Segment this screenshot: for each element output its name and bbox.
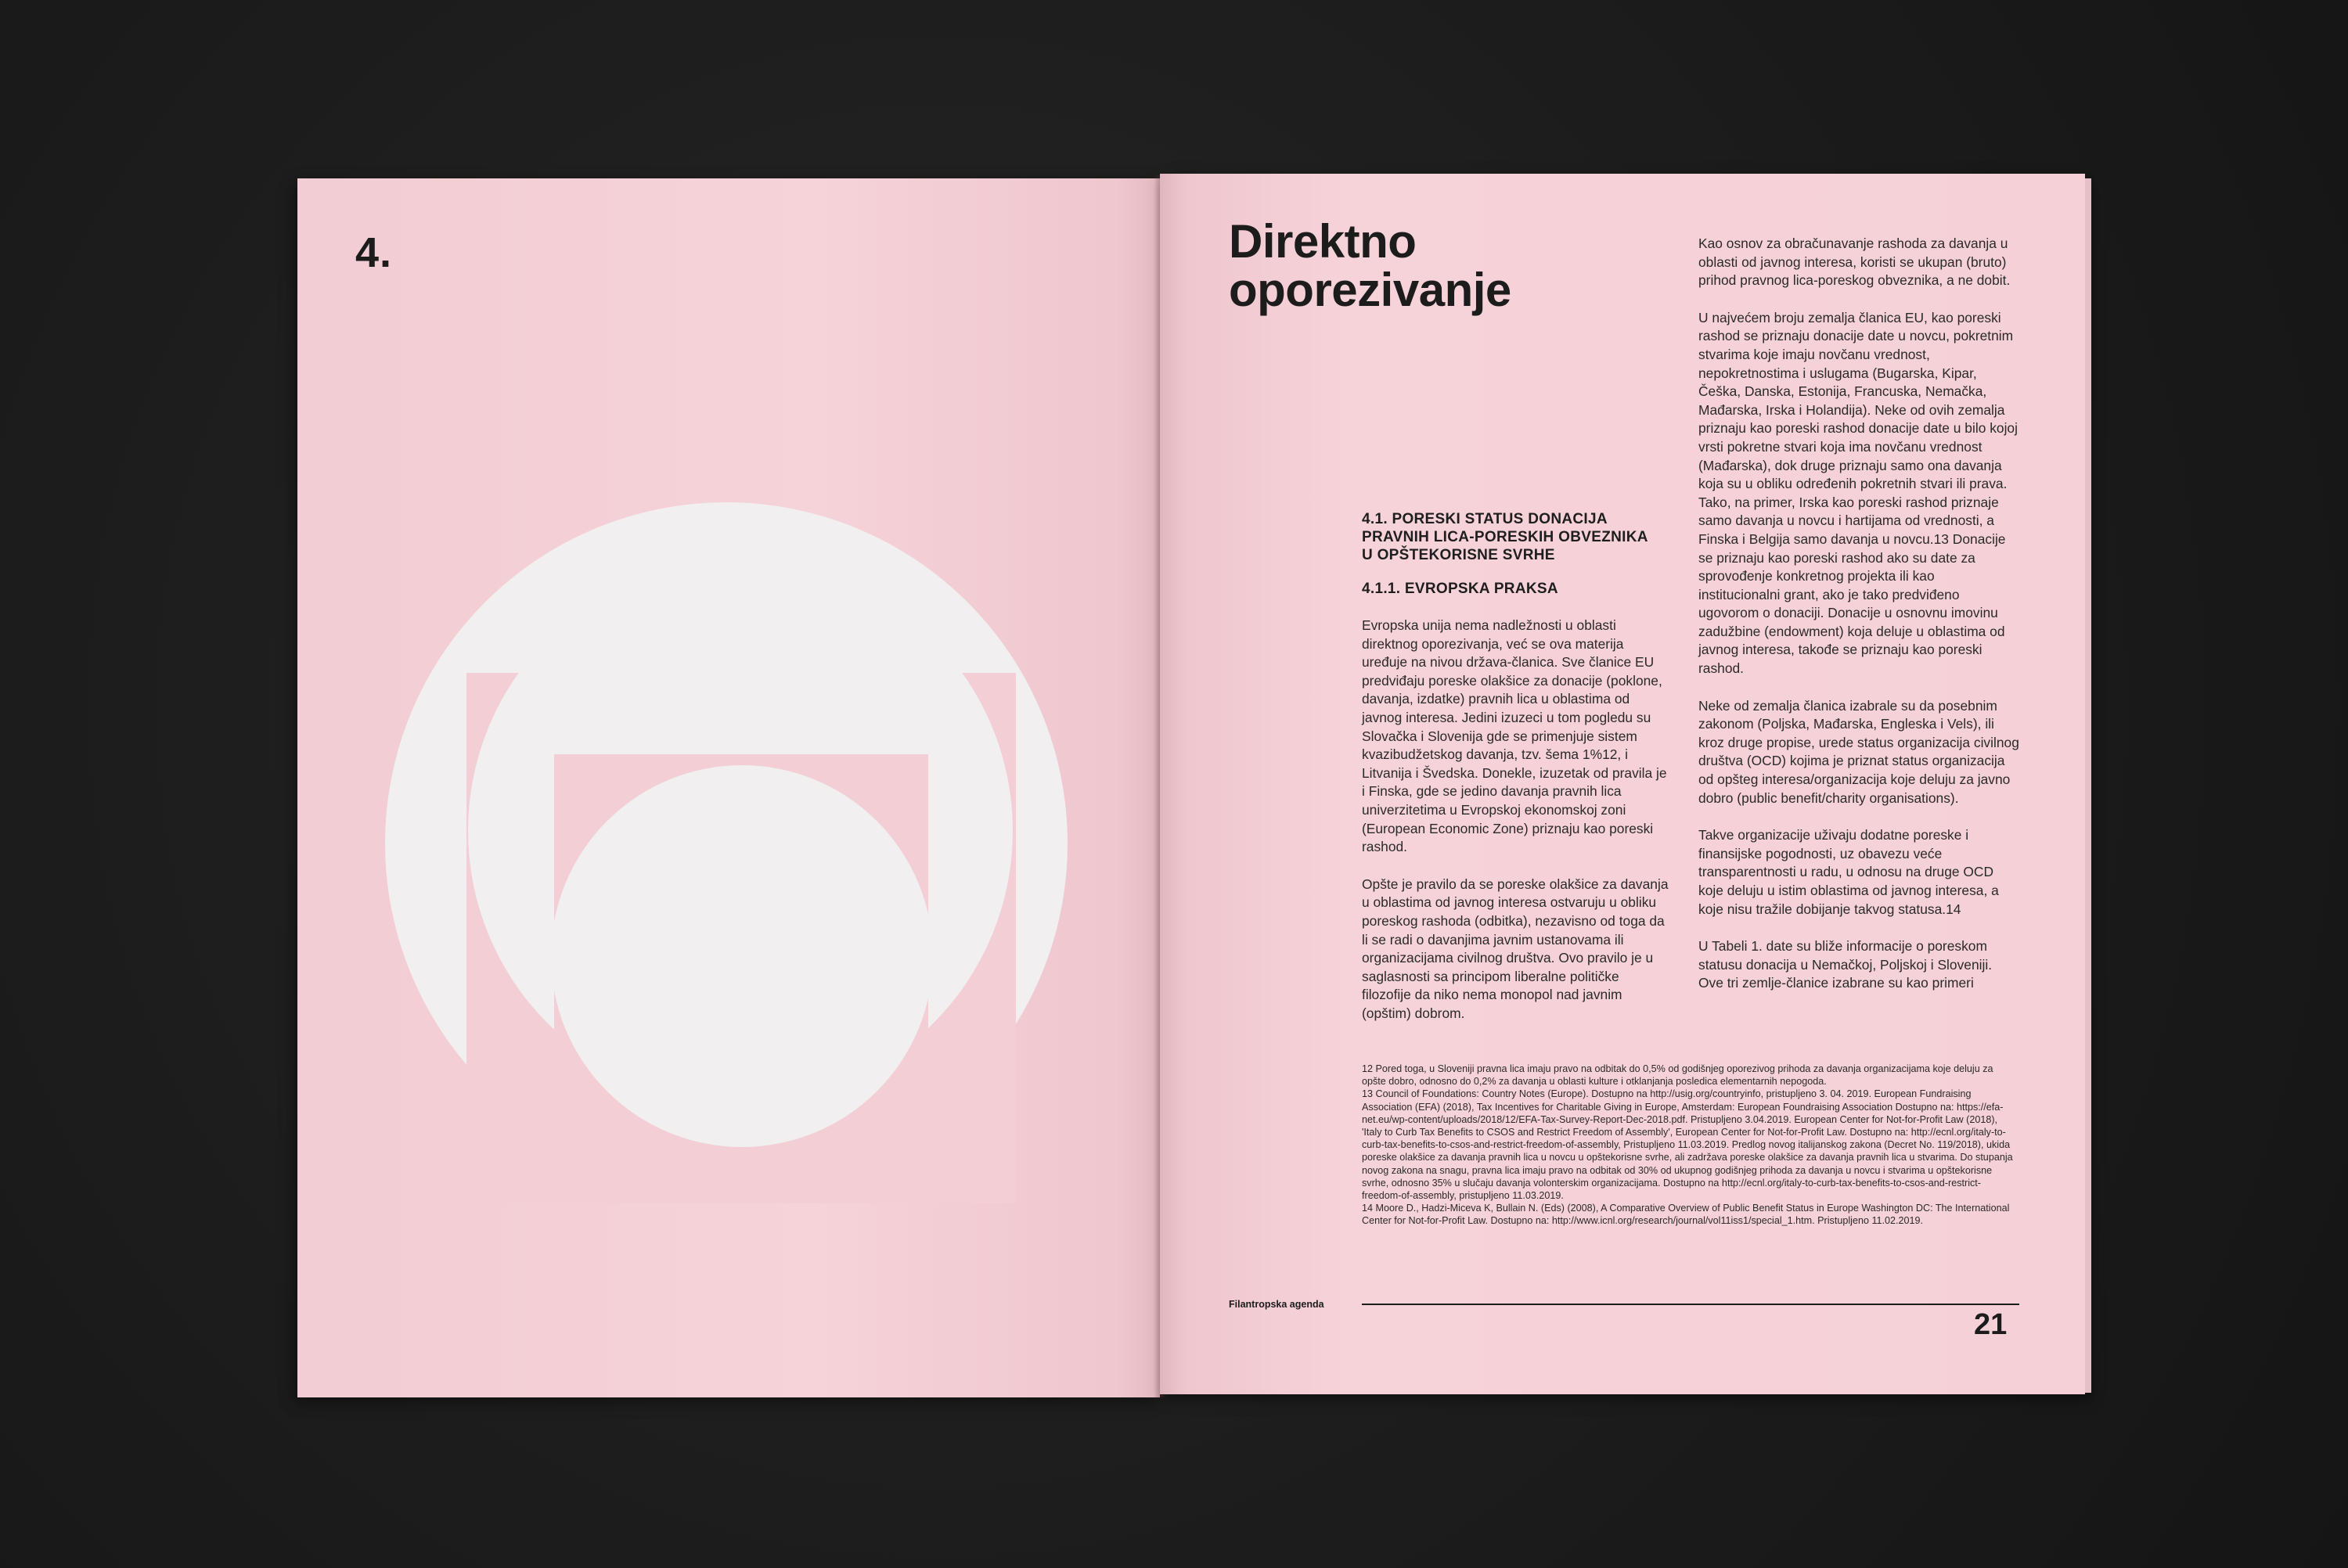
body-paragraph: Opšte je pravilo da se poreske olakšice za davanja u oblastima od javnog interesa ostvaruju u obliku poreskog rashoda (odbitka), nezavisno od toga da li se radi o davanjima javnim ustanovama ili organizacijama civilnog društva. Ovo pravilo je u saglasnosti sa principom liberalne političke filozofije da niko nema monopol nad javnim (opštim) dobrom. [1362, 876, 1669, 1021]
footnote: 13 Council of Foundations: Country Notes (Europe). Dostupno na http://usig.org/countryinfo, pristupljeno 3. 04. 2019. European Fundraising Association (EFA) (2018), Tax Incentives for Charitable Giving in Europe, Amsterdam: European Foundraising Association Dostupno na: https://efa-net.eu/wp-content/uploads/2018/12/EFA-Tax-Survey-Report-Dec-2018.pdf. Pristupljeno 3.04.2019. European Center for Not-for-Profit Law (2018), 'Italy to Curb Tax Benefits to CSOS and Restrict Freedom of Assembly', European Center for Not-for-Profit Law. Dostupno na: http://ecnl.org/italy-to-curb-tax-benefits-to-csos-and-restrict-freedom-of-assembly, Pristupljeno 11.03.2019. Predlog novog italijanskog zakona (Decret No. 119/2018), ukida poreske olakšice za davanja pravnih lica u novcu u opštekorisne svrhe, ali zadržava poreske olakšice za davanja pravnih lica u stvarima. Do stupanja novog zakona na snagu, pravna lica imaju pravo na odbitak od 30% od ukupnog godišnjeg prihoda za davanja u novcu i stvarima u opštekorisne svrhe, odnosno 35% u slučaju davanja volonterskim organizacijama. Dostupno na http://ecnl.org/italy-to-curb-tax-benefits-to-csos-and-restrict-freedom-of-assembly, pristupljeno 11.03.2019. [1362, 1088, 2013, 1202]
body-paragraph: Takve organizacije uživaju dodatne poreske i finansijske pogodnosti, uz obavezu veće transparentnosti u radu, u odnosu na druge OCD koje deluju u istim oblastima od javnog interesa, a koje nisu tražile dobijanje takvog statusa.14 [1698, 827, 1999, 917]
page-number: 21 [1974, 1308, 2008, 1341]
left-page [297, 178, 1160, 1397]
body-paragraph: Neke od zemalja članica izabrale su da posebnim zakonom (Poljska, Mađarska, Engleska i Vels), ili kroz druge propise, urede status organizacija civilnog društva (OCD) kojima je priznat status organizacija od opšteg interesa/organizacija koje deluju za javno dobro (public benefit/charity organisations). [1698, 697, 2019, 806]
right-page [1160, 174, 2085, 1394]
title-line-1: Direktno [1229, 215, 1417, 268]
body-paragraph: Evropska unija nema nadležnosti u oblasti direktnog oporezivanja, već se ova materija uređuje na nivou država-članica. Sve članice EU predviđaju poreske olakšice za donacije (poklone, davanja, izdatke) pravnih lica u oblastima od javnog interesa. Jedini izuzeci u tom pogledu su Slovačka i Slovenija gde se primenjuje sistem kvazibudžetskog davanja, tzv. šema 1%12, i Litvanija i Švedska. Donekle, izuzetak od pravila je i Finska, gde se jedino davanja pravnih lica univerzitetima u Evropskoj ekonomskoj zoni (European Economic Zone) priznaju kao poreski rashod. [1362, 617, 1667, 855]
body-paragraph: U Tabeli 1. date su bliže informacije o poreskom statusu donacija u Nemačkoj, Poljskoj i Sloveniji. Ove tri zemlje-članice izabrane su kao primeri [1698, 938, 1993, 991]
footer-rule [1362, 1304, 2019, 1305]
left-text-column [1362, 510, 1669, 1041]
subsection-heading: 4.1.1. EVROPSKA PRAKSA [1362, 581, 1558, 597]
page-edge [2085, 178, 2091, 1393]
page-title [1229, 215, 1620, 316]
right-text-column [1698, 235, 2019, 1012]
chapter-number: 4. [355, 229, 393, 276]
title-line-2: oporezivanje [1229, 264, 1511, 316]
footnote: 12 Pored toga, u Sloveniji pravna lica imaju pravo na odbitak do 0,5% od godišnjeg oporezivog prihoda za davanja organizacijama koje deluju za opšte dobro, odnosno do 0,2% za davanja u oblasti kulture i otklanjanja posledica elementarnih nepogoda. [1362, 1063, 1993, 1088]
section-heading: 4.1. PORESKI STATUS DONACIJA PRAVNIH LICA-PORESKIH OBVEZNIKA U OPŠTEKORISNE SVRHE [1362, 511, 1648, 563]
body-paragraph: U najvećem broju zemalja članica EU, kao poreski rashod se priznaju donacije date u novcu, pokretnim stvarima koje imaju novčanu vrednost, nepokretnostima i uslugama (Bugarska, Kipar, Češka, Danska, Estonija, Francuska, Nemačka, Mađarska, Irska i Holandija). Neke od ovih zemalja priznaju kao poreski rashod donacije date u bilo kojoj vrsti pokretne stvari koja ima novčanu vrednost (Mađarska), dok druge priznaju samo ona davanja koja su u obliku određenih pokretnih stvari ili prava. Tako, na primer, Irska kao poreski rashod priznaje samo davanja u novcu i hartijama od vrednosti, a Finska i Belgija samo davanja u novcu.13 Donacije se priznaju kao poreski rashod ako su date za sprovođenje konkretnog projekta ili kao institucionalni grant, ako je tako predviđeno ugovorom o donaciji. Donacije u osnovnu imovinu zadužbine (endowment) koja deluje u oblastima od javnog interesa, takođe se priznaju kao poreski rashod. [1698, 309, 2018, 677]
footer-brand: Filantropska agenda [1229, 1299, 1324, 1310]
footnote: 14 Moore D., Hadzi-Miceva K, Bullain N. (Eds) (2008), A Comparative Overview of Public Benefit Status in Europe Washington DC: The International Center for Not-for-Profit Law. Dostupno na: http://www.icnl.org/research/journal/vol11iss1/special_1.htm. Pristupljeno 11.02.2019. [1362, 1203, 2010, 1227]
geometric-illustration [374, 499, 1079, 1203]
body-paragraph: Kao osnov za obračunavanje rashoda za davanja u oblasti od javnog interesa, koristi se ukupan (bruto) prihod pravnog lica-poreskog obveznika, a ne dobit. [1698, 236, 2011, 289]
footnotes [1362, 1063, 2016, 1228]
inner-circle [551, 765, 933, 1147]
